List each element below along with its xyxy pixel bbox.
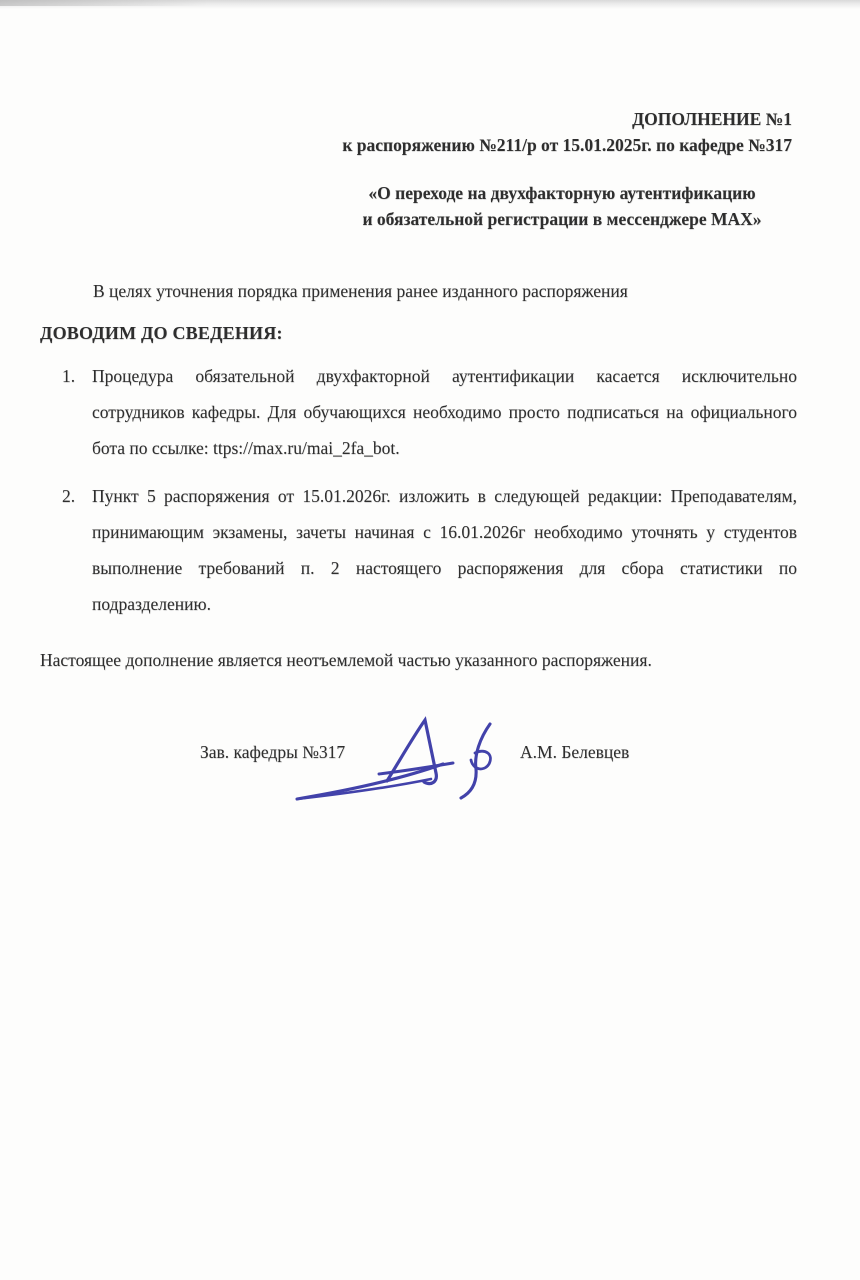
- list-item: [62, 358, 797, 466]
- document-subject-quote: [327, 180, 797, 232]
- scan-edge-artifact: [0, 0, 860, 9]
- list-item-text: Пункт 5 распоряжения от 15.01.2026г. изложить в следующей редакции: Преподавателям, принимающим экзамены, зачеты начиная с 16.01.2026г необходимо уточнять у студентов выполнение требований п. 2 настоящего распоряжения для сбора статистики по подразделению.: [92, 486, 797, 614]
- document-header: [0, 0, 792, 158]
- signature-block: [0, 709, 860, 829]
- list-item: [62, 478, 797, 622]
- document-title: ДОПОЛНЕНИЕ №1: [632, 109, 792, 129]
- list-item-number: 1.: [62, 366, 76, 386]
- list-item-text: Процедура обязательной двухфакторной аутентификации касается исключительно сотрудников кафедры. Для обучающихся необходимо просто подписаться на официального бота по ссылке: ttps://max.ru/mai_2fa_bot.: [92, 366, 797, 458]
- numbered-items-list: [62, 358, 797, 622]
- signer-name: А.М. Белевцев: [520, 742, 630, 762]
- subject-quote-line1: «О переходе на двухфакторную аутентификацию: [368, 183, 756, 203]
- handwritten-signature-icon: [283, 711, 511, 807]
- intro-paragraph: В целях уточнения порядка применения ранее изданного распоряжения: [93, 281, 628, 301]
- notice-heading: ДОВОДИМ ДО СВЕДЕНИЯ:: [40, 323, 283, 343]
- closing-paragraph: Настоящее дополнение является неотъемлемой частью указанного распоряжения.: [40, 650, 652, 670]
- subject-quote-line2: и обязательной регистрации в мессенджере МАХ»: [362, 209, 762, 229]
- signer-position: Зав. кафедры №317: [200, 742, 346, 762]
- list-item-number: 2.: [62, 486, 76, 506]
- document-subtitle: к распоряжению №211/р от 15.01.2025г. по кафедре №317: [342, 135, 792, 155]
